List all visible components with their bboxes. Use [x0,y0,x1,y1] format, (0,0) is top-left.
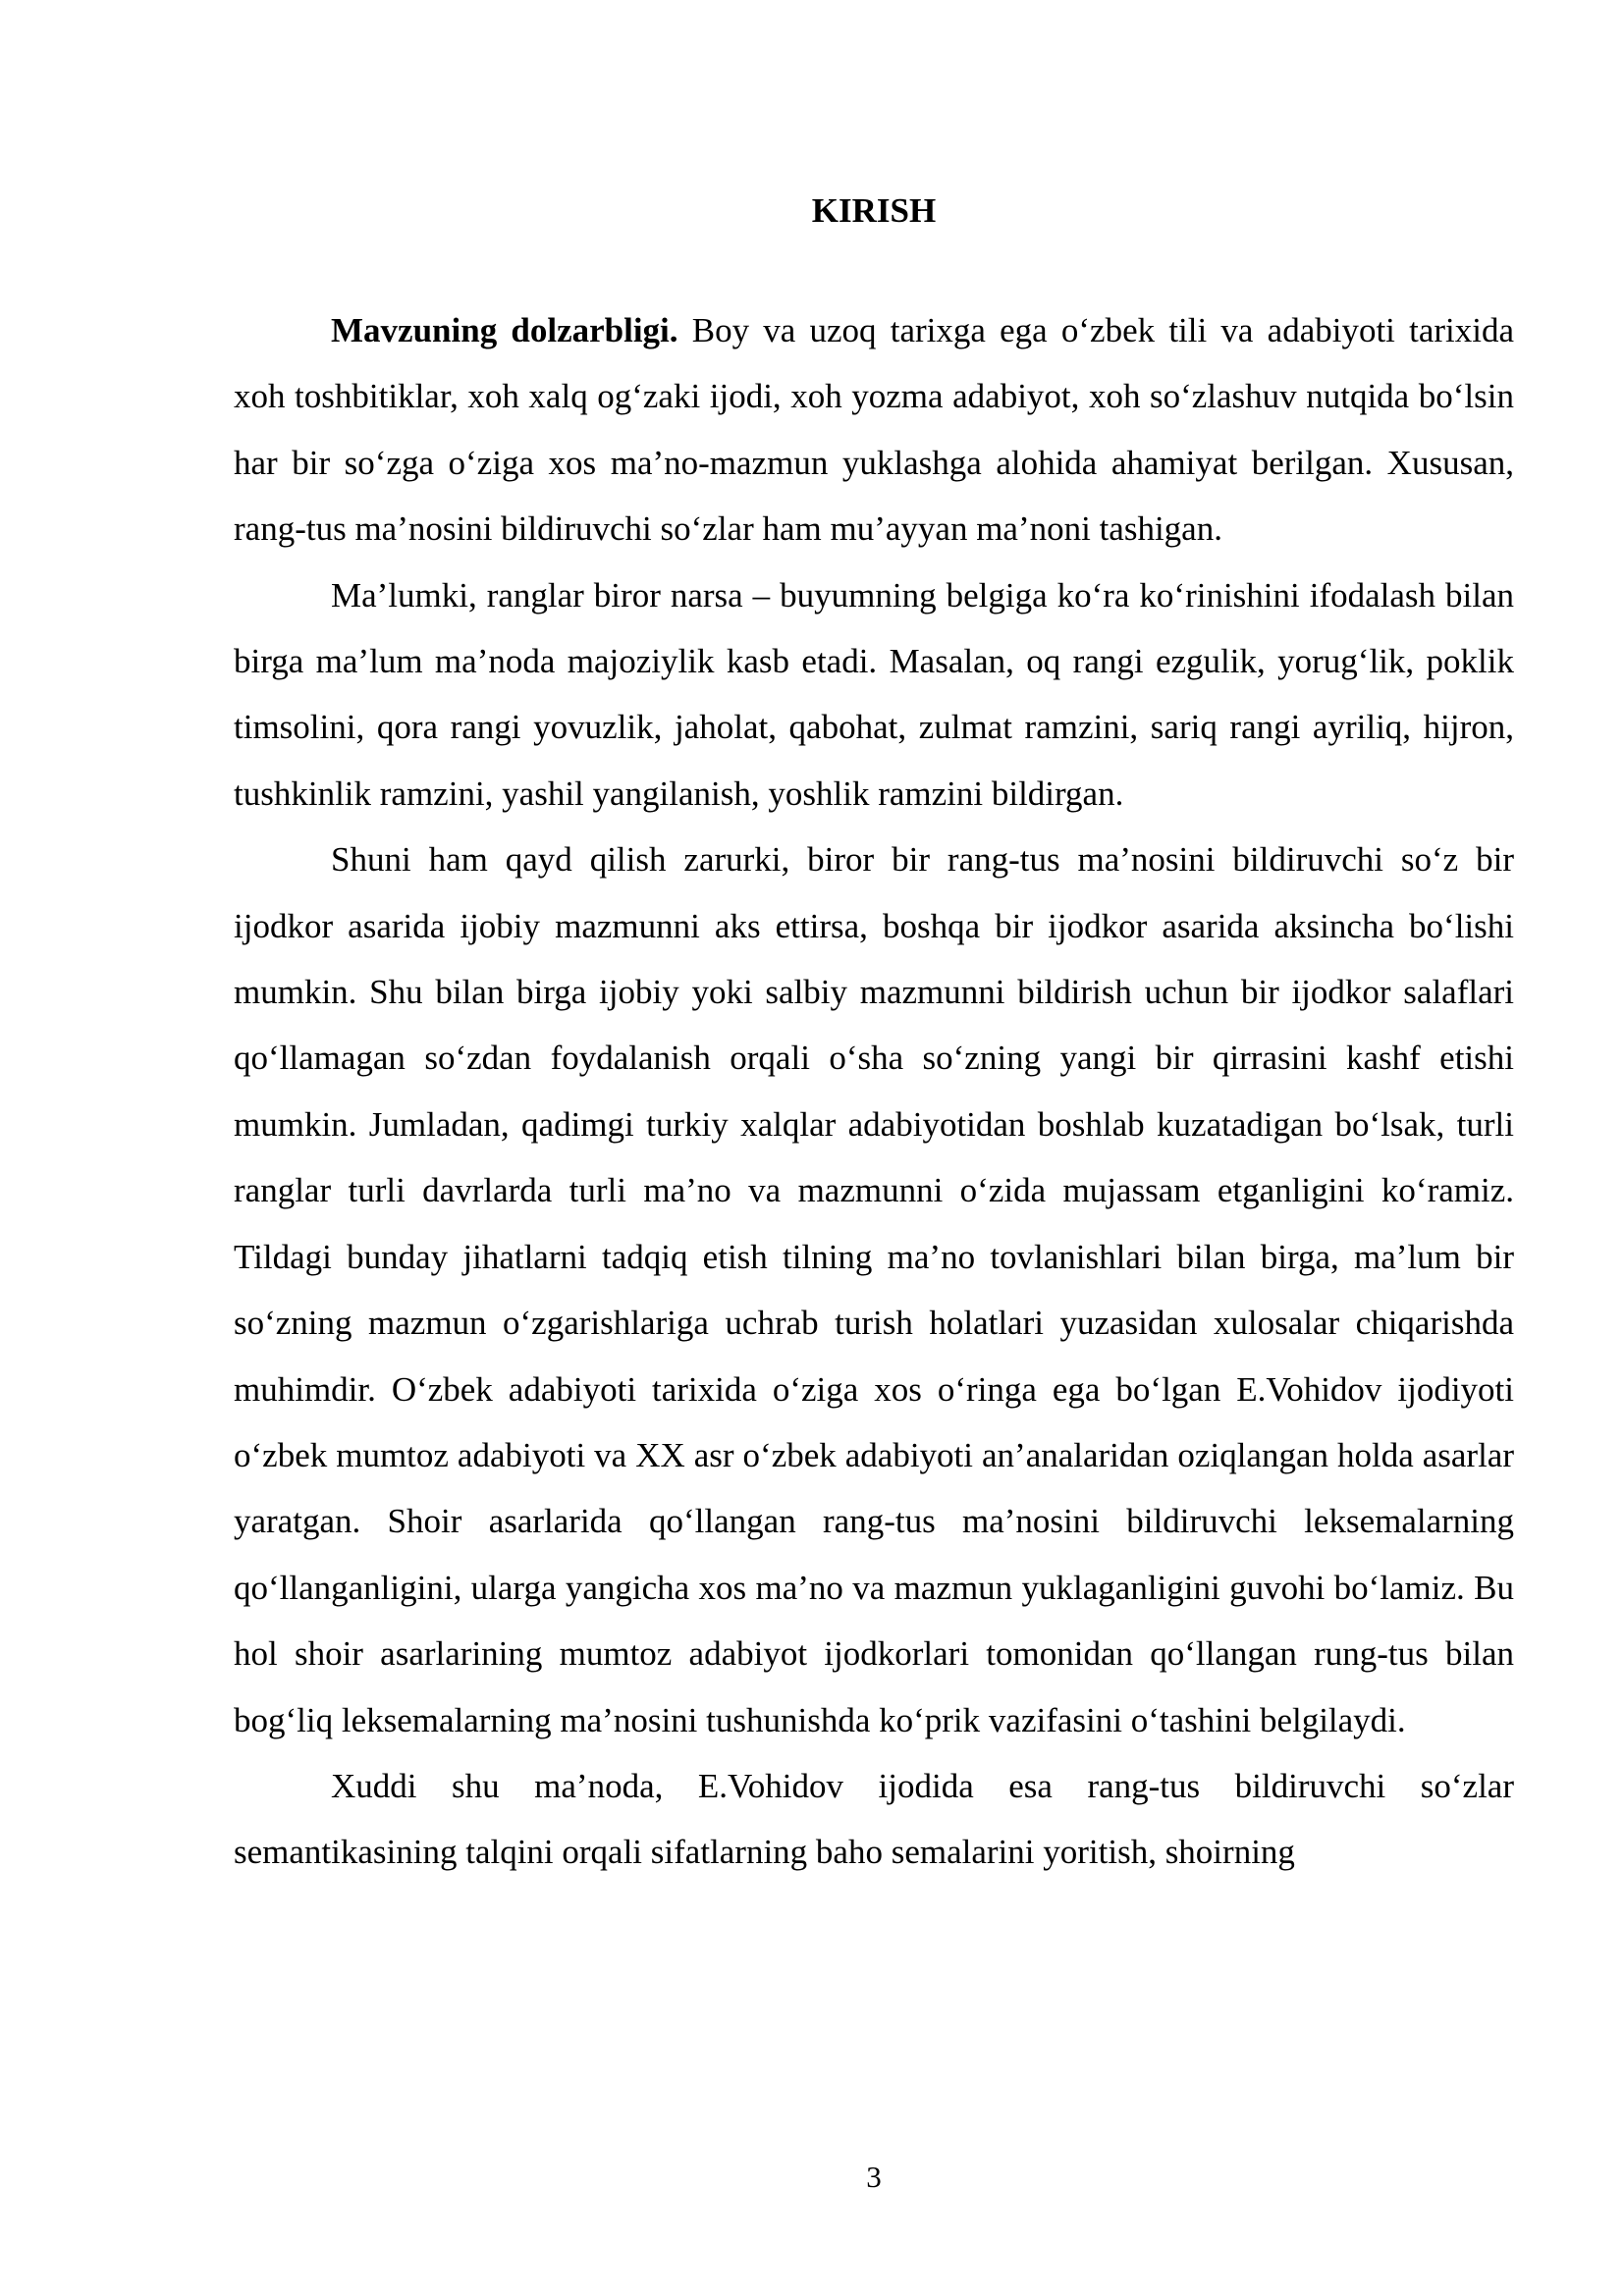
paragraph-text: Boy va uzoq tarixga ega o‘zbek tili va adabiyoti tarixida xoh toshbitiklar, xoh xalq og‘zaki ijodi, xoh yozma adabiyot, xoh so‘zlashuv nutqida bo‘lsin har bir so‘zga o‘ziga xos ma’no-mazmun yuklashga alohida ahamiyat berilgan. Xususan, rang-tus ma’nosini bildiruvchi so‘zlar ham mu’ayyan ma’noni tashigan. [234,311,1515,549]
page-title: KIRISH [811,191,937,230]
paragraph-meaning-variation: Shuni ham qayd qilish zarurki, biror bir rang-tus ma’nosini bildiruvchi so‘z bir ijodkor asarida ijobiy mazmunni aks ettirsa, boshqa bir ijodkor asarida aksincha bo‘lishi mumkin. Shu bilan birga ijobiy yoki salbiy mazmunni bildirish uchun bir ijodkor salaflari qo‘llamagan so‘zdan foydalanish orqali o‘sha so‘zning yangi bir qirrasini kashf etishi mumkin. Jumladan, qadimgi turkiy xalqlar adabiyotidan boshlab kuzatadigan bo‘lsak, turli ranglar turli davrlarda turli ma’no va mazmunni o‘zida mujassam etganligini ko‘ramiz. Tildagi bunday jihatlarni tadqiq etish tilning ma’no tovlanishlari bilan birga, ma’lum bir so‘zning mazmun o‘zgarishlariga uchrab turish holatlari yuzasidan xulosalar chiqarishda muhimdir. O‘zbek adabiyoti tarixida o‘ziga xos o‘ringa ega bo‘lgan E.Vohidov ijodiyoti o‘zbek mumtoz adabiyoti va XX asr o‘zbek adabiyoti an’analaridan oziqlangan holda asarlar yaratgan. Shoir asarlarida qo‘llangan rang-tus ma’nosini bildiruvchi leksemalarning qo‘llanganligini, ularga yangicha xos ma’no va mazmun yuklaganligini guvohi bo‘lamiz. Bu hol shoir asarlarining mumtoz adabiyot ijodkorlari tomonidan qo‘llangan rung-tus bilan bog‘liq leksemalarning ma’nosini tushunishda ko‘prik vazifasini o‘tashini belgilaydi. [234,840,1514,1739]
paragraph-relevance [234,297,1514,562]
section-lead-heading: Mavzuning dolzarbligi. [331,311,678,349]
paragraph-colors-symbolism: Ma’lumki, ranglar biror narsa – buyumning belgiga ko‘ra ko‘rinishini ifodalash bilan birga ma’lum ma’noda majoziylik kasb etadi. Masalan, oq rangi ezgulik, yorug‘lik, poklik timsolini, qora rangi yovuzlik, jaholat, qabohat, zulmat ramzini, sariq rangi ayriliq, hijron, tushkinlik ramzini, yashil yangilanish, yoshlik ramzini bildirgan. [234,575,1514,813]
document-body [234,297,1514,1886]
paragraph-vohidov: Xuddi shu ma’noda, E.Vohidov ijodida esa rang-tus bildiruvchi so‘zlar semantikasining talqini orqali sifatlarning baho semalarini yoritish, shoirning [234,1766,1514,1872]
page-number: 3 [866,2160,882,2194]
